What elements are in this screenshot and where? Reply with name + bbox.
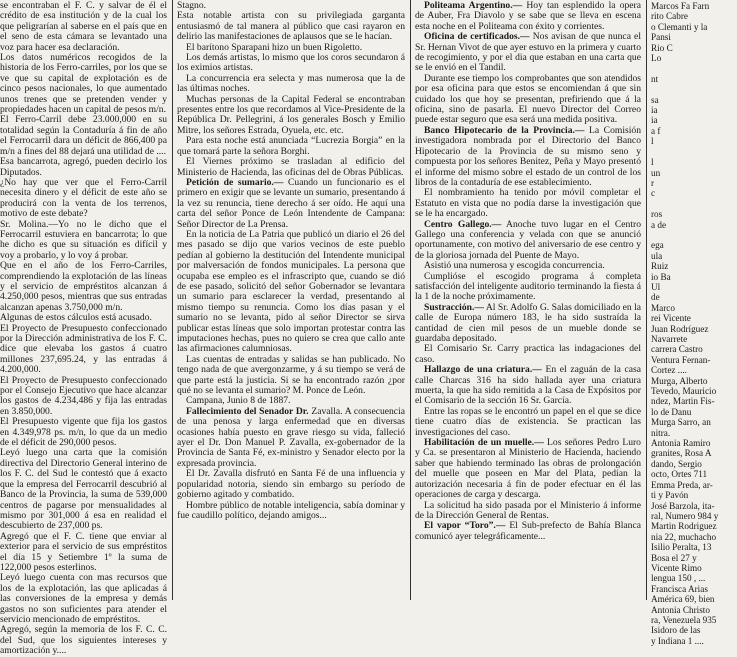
article-body: Nos avisan de que nunca el Sr. Hernan Vivot de que ayer estuvo en la primera y cuarto de recogimiento, y por el dia que estaban en una carta que se le envió en el Tandil. [415, 31, 641, 74]
article-paragraph: Las cuentas de entradas y salidas se han publicado. No tengo nada de que avergonzarme, y á su tiempo se verá de que parte está la justicia. Si se ha encontrado razón ¿por qué no se levanta el sumario? M. Ponce de León. [177, 353, 405, 397]
list-line: Antonia Ramiro [651, 438, 711, 449]
article-paragraph: Cumplióse el escogido programa á completa satisfacción del inteligente auditorio terminando la fiesta á la 1 de la noche próximamente. [415, 270, 641, 303]
list-line: América 69, bien [651, 594, 715, 605]
article-body: Al Sr. Adolfo G. Salas domiciliado en la calle de Europa número 183, le ha sido sustraída la cantidad de cien mil pesos de un mueble donde se guardaba depositado. [415, 301, 641, 344]
article-paragraph: Los demás artistas, lo mismo que los coros secundaron á los eximios artistas. [177, 52, 405, 74]
list-line: un [651, 167, 661, 178]
list-line: c [651, 188, 656, 199]
list-line [651, 230, 737, 240]
list-line: o Clemanti y la [651, 21, 708, 32]
article-paragraph: Durante ese tiempo los comprobantes que son atendidos por esa oficina para que estos se encomiendan á que sin cuidado los que hoy se presentan, prefiriendo que á la oficina, sino de pasarla. El nuevo Director del Correo puede estar seguro que esa será una medida positiva. [415, 72, 641, 126]
article-paragraph: Agregó que el F. C. tiene que enviar al exterior para el servicio de sus empréstitos el día 15 y Setiembre 1º la suma de 122,000 pesos esterlinos. [0, 530, 167, 573]
article-paragraph: Muchas personas de la Capital Federal se encontraban presentes entre los que recordamos al Vice-Presidente de la República Dr. Pellegrini, á los generales Bosch y Emilio Mitre, los señores Estrada, Oyuela, etc. etc. [177, 93, 405, 136]
article-headline: Politeama Argentino.— [424, 0, 523, 11]
list-line: Ruiz [651, 261, 669, 272]
list-line: Antonia Christo [651, 604, 710, 615]
list-line: ndez, Martin Fis- [651, 396, 715, 407]
article-paragraph [415, 220, 641, 262]
article-paragraph: Los datos numéricos recogidos de la historia de los Ferro-carriles, por los que se ve que su capital de explotación es de cinco pesos nacionales, lo que aumentado unos trenes que se pretenden vender y propiedades hacen un capital de pesos m/n. [0, 52, 167, 116]
article-paragraph: Esta notable artista con su privilegiada garganta entusiasmó de tal manera al público que casi rayaron en delirio las manifestaciones de aplausos que se le hacían. [177, 10, 405, 43]
article-paragraph [415, 303, 641, 345]
article-paragraph: Campana, Junio 8 de 1887. [186, 395, 291, 407]
list-line: dando, Sergio [651, 458, 702, 469]
article-headline: Centro Gallego.— [424, 218, 502, 230]
article-paragraph [415, 126, 641, 188]
list-line: l [651, 136, 654, 147]
list-line [651, 63, 737, 73]
list-line: Martin Rodriguez [651, 521, 717, 532]
list-line: y Indiana 1 .... [651, 635, 704, 646]
article-headline: Petición de sumario.— [186, 176, 284, 188]
list-line: Cortez .... [651, 365, 687, 376]
list-line [651, 199, 737, 209]
list-line: Isidoro de las [651, 625, 701, 636]
article-paragraph: El Comisario Sr. Carry practica las indagaciones del caso. [415, 343, 641, 365]
list-line: José Barzola, ita- [651, 500, 715, 511]
column-3 [410, 0, 646, 657]
list-line: Vicente Rimo [651, 562, 702, 573]
list-line: Ul [651, 281, 661, 292]
list-line: Tevedo, Mauricio [651, 386, 717, 397]
article-body: Hoy tan esplendido la opera de Auber, Fra Diavolo y se sabe que se lleva en escena esta noche en el Politeama con éxito y corrientes. [415, 0, 641, 32]
list-line: Murga Sarro, an [651, 417, 711, 428]
article-paragraph: Algunas de estos cálculos está acusado. [0, 312, 152, 324]
list-line: ula [651, 250, 663, 261]
article-headline: Banco Hipotecario de la Provincia.— [424, 124, 585, 136]
column-4 [646, 0, 737, 657]
article-paragraph: Esa bancarrota, agregó, pueden decirlo los Diputados. [0, 156, 167, 178]
list-line: ral, Numero 984 y [651, 510, 719, 521]
list-line: Juan Rodríguez [651, 323, 709, 334]
list-line: ti y Pavón [651, 490, 689, 501]
list-line: lo de Danu [651, 406, 692, 417]
article-paragraph: Leyó luego cuenta con mas recursos que los de la explotación, las que aplicadas á las conversiones de la empresa y demás gastos no son suficientes para atender el servicio mencionado de empréstitos. [0, 572, 167, 625]
list-line: Marco [651, 302, 675, 313]
list-line: Emma Preda, ar- [651, 479, 713, 490]
article-paragraph [415, 438, 641, 500]
list-line: Ventura Fernan- [651, 354, 711, 365]
list-line: rei Vicente [651, 313, 691, 324]
list-line: lengua 150 , ... [651, 573, 706, 584]
article-headline: Fallecimiento del Senador Dr. [186, 405, 309, 417]
list-line: Francisca Arias [651, 583, 708, 594]
list-line: l [651, 157, 654, 168]
list-line: Pansi [651, 32, 671, 43]
article-paragraph: El Proyecto de Presupuesto confeccionado por el Consejo Ejecutivo que hace alcanzar los gastos de 4.234,486 y fija las entradas en 3.850,000. [0, 374, 167, 417]
column-rule [410, 0, 411, 600]
list-line [651, 147, 737, 157]
article-paragraph: El nombramiento ha tenido por móvil completar el Estatuto en vista que no podía darse la investigación que se le ha encargado. [415, 187, 641, 220]
list-line: Lo [651, 53, 662, 64]
list-line [651, 84, 737, 94]
article-body: Cuando un funcionario es el primero en exigir que se levante un sumario, presentando á la vez su renuncia, tiene derecho á ser oído. He aquí una carta del señor Ponce de León Intendente de Campana: Señor Director de La Prensa. [177, 176, 405, 230]
article-paragraph [177, 178, 405, 230]
article-body: El Sub-prefecto de Bahía Blanca comunicó ayer telegráficamente... [415, 520, 641, 542]
list-line: a f [651, 125, 661, 136]
article-paragraph: Agregó, según la memoria de los F. C. C. del Sud, que los siguientes intereses y amortización y.... [0, 624, 167, 657]
list-line: rito Cabre [651, 11, 688, 22]
list-line: ros [651, 209, 663, 220]
list-line: Rio C [651, 42, 673, 53]
article-headline: El vapor “Toro”.— [424, 520, 506, 532]
list-line: Murga, Alberto [651, 375, 708, 386]
column-rule [646, 0, 647, 600]
list-line: nia 22, muchacho [651, 531, 717, 542]
list-line: io Ba [651, 271, 671, 282]
list-line: Marcos Fa Farn [651, 1, 710, 11]
article-body: Zavalla. A consecuencia de una penosa y larga enfermedad que en diversas ocasiones había puesto en grave riesgo su vida, falleció ayer el Dr. Don Manuel P. Zavalla, ex-gobernador de la Provincia de Santa Fé, ex-ministro y Senador electo por la expresada provincia. [177, 405, 405, 469]
list-line: de [651, 292, 660, 303]
article-paragraph: El Presupuesto vigente que fija los gastos en 4.349,978 ps. m/n, lo que da un medio de el déficit de 290,000 pesos. [0, 416, 167, 449]
article-headline: Sustracción.— [424, 301, 484, 313]
article-paragraph: Para esta noche está anunciada “Lucrezia Borgia” en la que tomará parte la señora Borghi. [177, 135, 405, 157]
article-body: La Comisión investigadora nombrada por el Directorio del Banco Hipotecario de la Provincia de su mismo seno y compuesta por los señores Benitez, Peña y Mayo presentó el informe del mismo sobre el estado de un control de los libros de la contaduría de ese establecimiento. [415, 124, 641, 188]
article-paragraph [415, 521, 641, 542]
list-line: ia [651, 115, 658, 126]
list-line: Bosa el 27 y [651, 552, 697, 563]
article-paragraph: El barítono Sparapani hizo un buen Rigoletto. [186, 41, 363, 53]
list-line: nt [651, 73, 659, 84]
list-line: granites, Rosa A [651, 448, 712, 459]
list-line: ia [651, 105, 658, 116]
article-paragraph: se encontraban el F. C. y salvar de él el crédito de esa institución y de la cual los que peligrarían al saberse en el país que en el seno de esta cámara se levantado una voz para hacer esa declaración. [0, 0, 167, 53]
article-paragraph: La concurrencia era selecta y mas numerosa que la de las últimas noches. [177, 72, 405, 95]
article-headline: Habilitación de un muelle.— [424, 437, 544, 449]
article-paragraph [415, 365, 641, 407]
article-paragraph: En la noticia de La Patria que publicó un diario el 26 del mes pasado se dijo que varios vecinos de este pueblo pedían al gobierno la destitución del Intendente municipal por malversación de fondos municipales. La persona que ocupaba ese empleo es el infrascripto que, cuando se dió de ese pasado, solicitó del señor Gobernador se levantara un sumario para esclarecer la verdad, presentando al mismo tiempo su renuncia. Como los días pasan y el sumario no se levanta, pido al señor Director se sirva publicar estas líneas que solo importan protestar contra las imputaciones hechas, pues no quiero se crea que callo ante las afirmaciones calumniosas. [177, 228, 405, 355]
list-line: a de [651, 219, 667, 230]
article-paragraph: Asistió una numerosa y escogida concurrencia. [424, 260, 605, 272]
list-line: ega [651, 240, 664, 251]
article-paragraph [415, 32, 641, 74]
article-headline: Hallazgo de una criatura.— [424, 364, 542, 376]
article-paragraph: Leyó luego una carta que la comisión directiva del Directorio General interino de los F. C. del Sud le contestó que á exacto que la empresa del Ferrocarril descubrió al Banco de la Provincia, la suma de 539,000 centros de pagarse por mensualidades al mismo por 301,000 á esa en realidad el descubierto de 237,000 ps. [0, 447, 167, 532]
list-line: nitra. [651, 427, 671, 438]
article-body: En el zaguán de la casa calle Charcas 316 ha sido hallada ayer una criatura muerta, la que ha sido remitida a la Casa de Expósitos por el Comisario de la sección 16 Sr. García. [415, 364, 641, 407]
article-paragraph: El Dr. Zavalla disfrutó en Santa Fé de una influencia y popularidad notoria, siendo sin embargo su período de gobierno agitado y combatido. [177, 468, 405, 501]
article-paragraph: El Ferro-Carril debe 23.000,000 en su totalidad según la Contaduría á fin de año el Ferrocarril dara un déficit de 866,400 pa m/n a fines del 88 dejará una utilidad de .... [0, 114, 167, 157]
column-rule [172, 0, 173, 600]
article-paragraph: Que en el año de los Ferro-Carriles, comprendiendo la explotación de las líneas y el servicio de empréstitos alcanzan á 4.250,000 pesos, mientras que sus entradas alcanzan apenas 3.750,000 m/n. [0, 260, 167, 313]
list-line: r [651, 177, 655, 188]
article-paragraph [177, 407, 405, 469]
list-line: sa [651, 94, 659, 105]
article-body: Los señores Pedro Luro y Ca. se presentaron al Ministerio de Hacienda, haciendo saber que habiendo terminado las obras de prolongación del muelle que poseen en Mar del Plata, pedían la autorización necesaria á fin de poder efectuar en él las operaciones de carga y descarga. [415, 437, 641, 501]
list-line: octo, Ortes 711 [651, 469, 708, 480]
column-2 [172, 0, 410, 657]
article-headline: Oficina de certificados.— [424, 31, 530, 43]
article-paragraph: Hombre público de notable inteligencia, sabía dominar y fue caudillo político, dejando amigos... [177, 499, 405, 521]
list-line: Navarrete [651, 334, 688, 344]
article-paragraph: La solicitud ha sido pasada por el Ministerio á informe de la Dirección General de Rentas. [415, 499, 641, 521]
article-paragraph: El Viernes próximo se trasladan al edificio del Ministerio de Hacienda, las oficinas del de Obras Públicas. [177, 156, 405, 178]
list-line: carrera Castro [651, 344, 703, 355]
article-paragraph: Entre las ropas se le encontró un papel en el que se dice tiene cuatro días de existencia. Se practican las investigaciones del caso. [415, 405, 641, 438]
article-paragraph: Stagno. [177, 0, 207, 11]
list-line: ra, Venezuela 935 [651, 614, 717, 625]
article-paragraph: Sr. Molina.—Yo no le dicho que el Ferrocarril estuviera en bancarrota; lo que he dicho es que su situación es difícil y voy a probarlo, y lo voy á probar. [0, 218, 167, 261]
list-line: Isilio Peralta, 13 [651, 542, 712, 553]
article-paragraph: El Proyecto de Presupuesto confeccionado por la Dirección administrativa de los F. C. dice que elevaba los gastos á cuatro millones 237,695.24, y las entradas á 4.200,000. [0, 322, 167, 376]
article-body: Anoche tuvo lugar en el Centro Gallego una conferencia y velada con que se anunció oportunamente, con motivo del aniversario de ese centro y de la gloriosa jornada del Puente de Mayo. [415, 218, 641, 261]
column-1 [0, 0, 172, 657]
article-paragraph: ¿No hay que ver que el Ferro-Carril necesita dinero y el déficit de este año se producirá con la venta de los terrenos, motivo de este debate? [0, 176, 167, 220]
article-paragraph [415, 1, 641, 32]
